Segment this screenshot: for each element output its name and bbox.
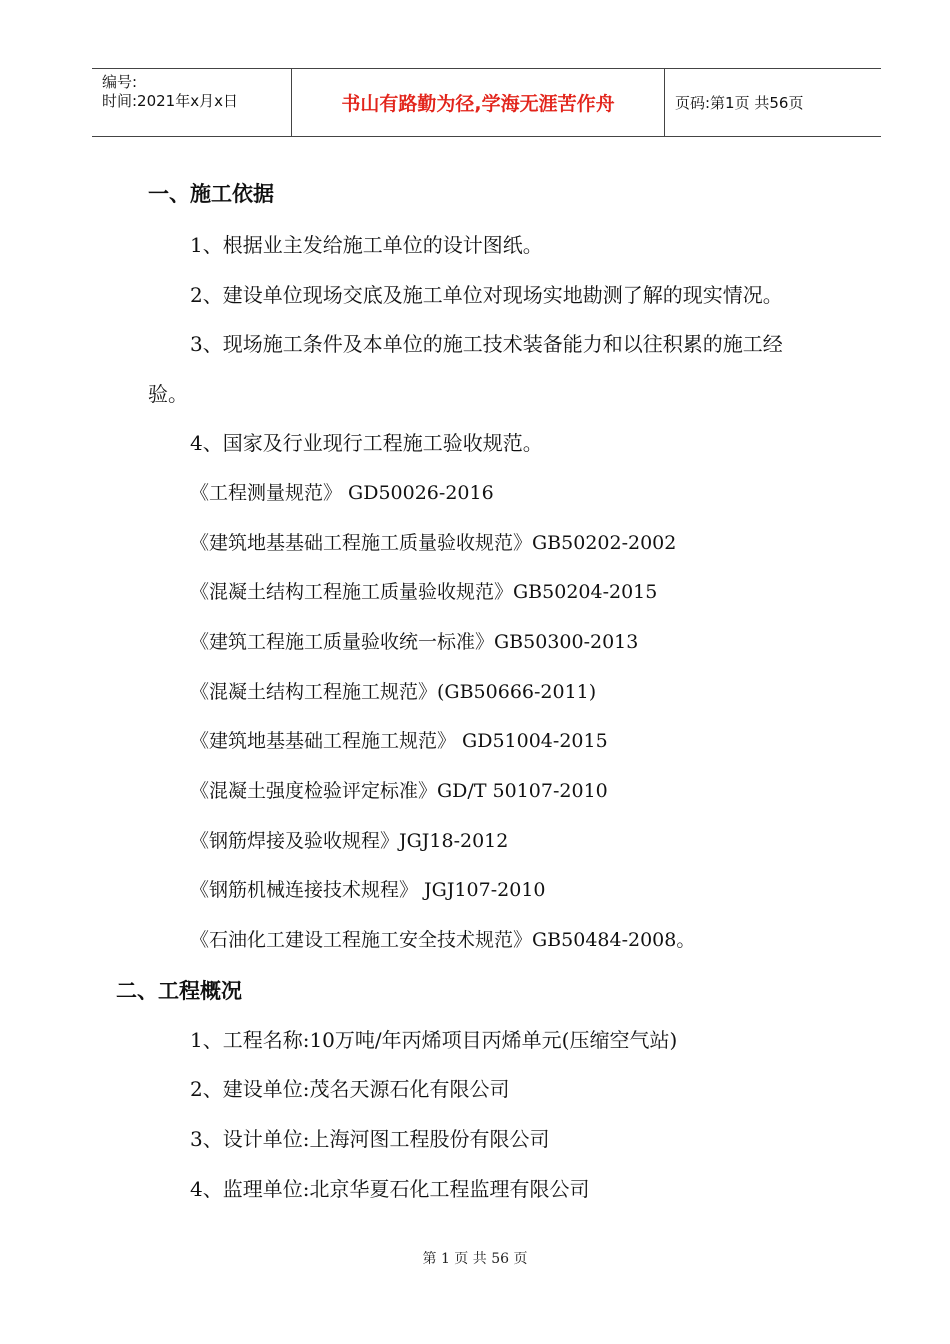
standard-ref: 《建筑地基基础工程施工质量验收规范》GB50202-2002 [190,532,677,554]
standard-ref: 《钢筋焊接及验收规程》JGJ18-2012 [190,830,509,852]
list-item: 1、根据业主发给施工单位的设计图纸。 [190,233,543,257]
header-page-number: 页码:第1页 共56页 [675,94,804,112]
list-item: 2、建设单位现场交底及施工单位对现场实地勘测了解的现实情况。 [190,283,783,307]
document-time-label: 时间:2021年x月x日 [102,92,238,110]
standard-ref: 《钢筋机械连接技术规程》 JGJ107-2010 [190,879,546,901]
section-title: 一、施工依据 [148,182,274,206]
standard-ref: 《石油化工建设工程施工安全技术规范》GB50484-2008。 [190,929,696,951]
standard-ref: 《混凝土结构工程施工质量验收规范》GB50204-2015 [190,581,658,603]
header-meta [92,69,292,136]
list-item: 验。 [148,382,188,406]
document-number-label: 编号: [102,73,138,91]
page-header [92,68,881,137]
list-item: 1、工程名称:10万吨/年丙烯项目丙烯单元(压缩空气站) [190,1028,678,1052]
standard-ref: 《建筑工程施工质量验收统一标准》GB50300-2013 [190,631,639,653]
standard-ref: 《混凝土强度检验评定标准》GD/T 50107-2010 [190,780,608,802]
section-title: 二、工程概况 [116,979,242,1003]
list-item: 4、国家及行业现行工程施工验收规范。 [190,431,543,455]
standard-ref: 《建筑地基基础工程施工规范》 GD51004-2015 [190,730,608,752]
standard-ref: 《工程测量规范》 GD50026-2016 [190,482,494,504]
page-footer: 第 1 页 共 56 页 [422,1251,528,1267]
header-motto: 书山有路勤为径,学海无涯苦作舟 [292,69,665,136]
list-item: 4、监理单位:北京华夏石化工程监理有限公司 [190,1177,590,1201]
list-item: 2、建设单位:茂名天源石化有限公司 [190,1077,510,1101]
list-item: 3、现场施工条件及本单位的施工技术装备能力和以往积累的施工经 [190,332,783,356]
standard-ref: 《混凝土结构工程施工规范》(GB50666-2011) [190,681,597,703]
list-item: 3、设计单位:上海河图工程股份有限公司 [190,1127,550,1151]
